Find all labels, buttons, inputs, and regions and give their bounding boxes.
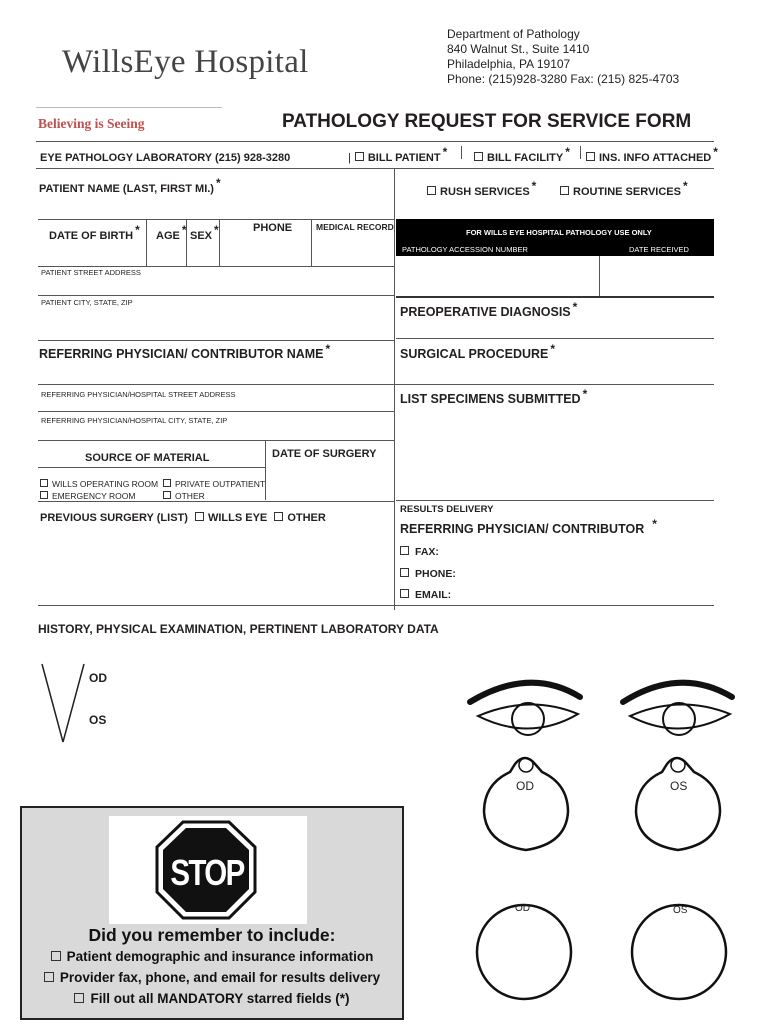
- other-option[interactable]: OTHER: [274, 512, 326, 524]
- fundus-label-os: OS: [673, 905, 688, 916]
- rule: [38, 266, 394, 267]
- cell-border: [265, 440, 266, 500]
- hospital-logo: WillsEye Hospital: [62, 44, 309, 80]
- cell-border: [186, 219, 187, 267]
- rule: [38, 411, 394, 412]
- rule: [36, 141, 714, 142]
- reminder-box: [20, 806, 404, 1020]
- department-address: [447, 27, 679, 87]
- rush-services-option[interactable]: RUSH SERVICES *: [427, 184, 536, 198]
- previous-surgery-label: PREVIOUS SURGERY (LIST) WILLS EYE OTHER: [40, 512, 326, 524]
- cell-border: [146, 219, 147, 267]
- eye-diagrams: [460, 672, 750, 1012]
- ins-info-option[interactable]: INS. INFO ATTACHED *: [586, 150, 718, 164]
- internal-use-banner: [396, 219, 714, 256]
- checkbox: [74, 993, 84, 1003]
- checkbox: [44, 972, 54, 982]
- form-title: PATHOLOGY REQUEST FOR SERVICE FORM: [282, 111, 692, 132]
- wills-eye-option[interactable]: WILLS EYE: [195, 512, 267, 524]
- checkbox[interactable]: [427, 186, 436, 195]
- preop-diagnosis-label: PREOPERATIVE DIAGNOSIS *: [400, 300, 578, 319]
- source-of-material-label: SOURCE OF MATERIAL: [85, 452, 210, 464]
- emergency-room-option[interactable]: EMERGENCY ROOM: [40, 491, 135, 501]
- checkbox[interactable]: [400, 546, 409, 555]
- stop-sign-panel: [109, 816, 307, 924]
- wills-or-option[interactable]: WILLS OPERATING ROOM: [40, 479, 158, 489]
- email-option[interactable]: EMAIL:: [400, 589, 451, 601]
- internal-use-title: FOR WILLS EYE HOSPITAL PATHOLOGY USE ONLY: [466, 228, 652, 237]
- patient-city-label: PATIENT CITY, STATE, ZIP: [41, 298, 133, 307]
- specimens-label: LIST SPECIMENS SUBMITTED *: [400, 387, 588, 406]
- reminder-item: Patient demographic and insurance information: [22, 949, 402, 964]
- rule: [396, 296, 714, 298]
- tagline: Believing is Seeing: [38, 116, 145, 131]
- other-material-option[interactable]: OTHER: [163, 491, 205, 501]
- bill-facility-option[interactable]: BILL FACILITY *: [474, 150, 570, 164]
- eye-label-od: OD: [516, 779, 534, 793]
- eye-front-icon: [470, 683, 580, 735]
- lab-phone: EYE PATHOLOGY LABORATORY (215) 928-3280: [40, 152, 291, 164]
- phone-label: PHONE: [253, 222, 293, 234]
- column-divider: [394, 168, 395, 610]
- checkbox[interactable]: [274, 512, 283, 521]
- checkbox[interactable]: [40, 491, 48, 499]
- results-delivery-label: RESULTS DELIVERY: [400, 504, 494, 515]
- checkbox[interactable]: [400, 568, 409, 577]
- os-label: OS: [89, 713, 107, 727]
- eye-globe-side-icon: [636, 758, 720, 850]
- eye-front-icon: [623, 683, 732, 735]
- surgical-procedure-label: SURGICAL PROCEDURE *: [400, 342, 556, 361]
- checkbox[interactable]: [400, 589, 409, 598]
- accession-label: PATHOLOGY ACCESSION NUMBER: [402, 245, 528, 254]
- eye-globe-side-icon: [484, 758, 568, 850]
- referring-contributor-label: REFERRING PHYSICIAN/ CONTRIBUTOR *: [400, 517, 657, 536]
- reminder-item: Fill out all MANDATORY starred fields (*): [22, 991, 402, 1006]
- date-of-surgery-label: DATE OF SURGERY: [272, 448, 377, 460]
- separator: [461, 146, 462, 159]
- routine-services-option[interactable]: ROUTINE SERVICES *: [560, 184, 688, 198]
- bill-patient-option[interactable]: | BILL PATIENT *: [348, 145, 448, 164]
- reminder-item: Provider fax, phone, and email for results delivery: [22, 970, 402, 985]
- eye-label-os: OS: [670, 779, 688, 793]
- cell-border: [599, 256, 600, 296]
- address-line: Department of Pathology: [447, 27, 580, 41]
- age-label: AGE *: [156, 223, 187, 242]
- fax-option[interactable]: FAX:: [400, 546, 439, 558]
- patient-street-label: PATIENT STREET ADDRESS: [41, 268, 141, 277]
- fundus-od-icon: [477, 905, 571, 999]
- fundus-os-icon: [632, 905, 726, 999]
- rule: [38, 384, 714, 385]
- patient-name-label: PATIENT NAME (LAST, FIRST MI.) *: [39, 176, 221, 195]
- rule: [38, 440, 394, 441]
- address-line: 840 Walnut St., Suite 1410: [447, 42, 590, 56]
- separator: [580, 146, 581, 159]
- checkbox[interactable]: [586, 152, 595, 161]
- reminder-title: Did you remember to include:: [88, 925, 336, 945]
- cell-border: [219, 219, 220, 267]
- rule: [396, 338, 714, 339]
- physician-city-label: REFERRING PHYSICIAN/HOSPITAL CITY, STATE, ZIP: [41, 416, 228, 425]
- sex-label: SEX *: [190, 223, 219, 242]
- address-line: Phone: (215)928-3280 Fax: (215) 825-4703: [447, 72, 680, 86]
- cell-border: [311, 219, 312, 267]
- rule: [36, 168, 714, 169]
- medical-record-label: MEDICAL RECORD: [316, 222, 394, 232]
- private-outpatient-option[interactable]: PRIVATE OUTPATIENT: [163, 479, 265, 489]
- rule: [38, 501, 394, 502]
- dob-label: DATE OF BIRTH *: [49, 223, 140, 242]
- od-os-bracket-icon: [38, 660, 88, 750]
- rule: [38, 467, 265, 468]
- stop-text: STOP: [170, 852, 244, 893]
- date-received-label: DATE RECEIVED: [629, 245, 689, 254]
- rule: [38, 295, 394, 296]
- rule: [38, 605, 714, 606]
- checkbox[interactable]: [163, 491, 171, 499]
- phone-option[interactable]: PHONE:: [400, 568, 456, 580]
- physician-street-label: REFERRING PHYSICIAN/HOSPITAL STREET ADDRESS: [41, 390, 236, 399]
- checkbox[interactable]: [163, 479, 171, 487]
- checkbox[interactable]: [195, 512, 204, 521]
- od-label: OD: [89, 671, 107, 685]
- address-line: Philadelphia, PA 19107: [447, 57, 571, 71]
- rule: [396, 500, 714, 501]
- logo-divider: [36, 107, 222, 108]
- checkbox[interactable]: [40, 479, 48, 487]
- referring-physician-name-label: REFERRING PHYSICIAN/ CONTRIBUTOR NAME *: [39, 342, 331, 361]
- rule: [38, 219, 394, 220]
- checkbox[interactable]: [355, 152, 364, 161]
- checkbox[interactable]: [474, 152, 483, 161]
- checkbox: [51, 951, 61, 961]
- history-label: HISTORY, PHYSICAL EXAMINATION, PERTINENT LABORATORY DATA: [38, 622, 439, 636]
- rule: [38, 340, 394, 341]
- checkbox[interactable]: [560, 186, 569, 195]
- fundus-label-od: OD: [515, 903, 530, 914]
